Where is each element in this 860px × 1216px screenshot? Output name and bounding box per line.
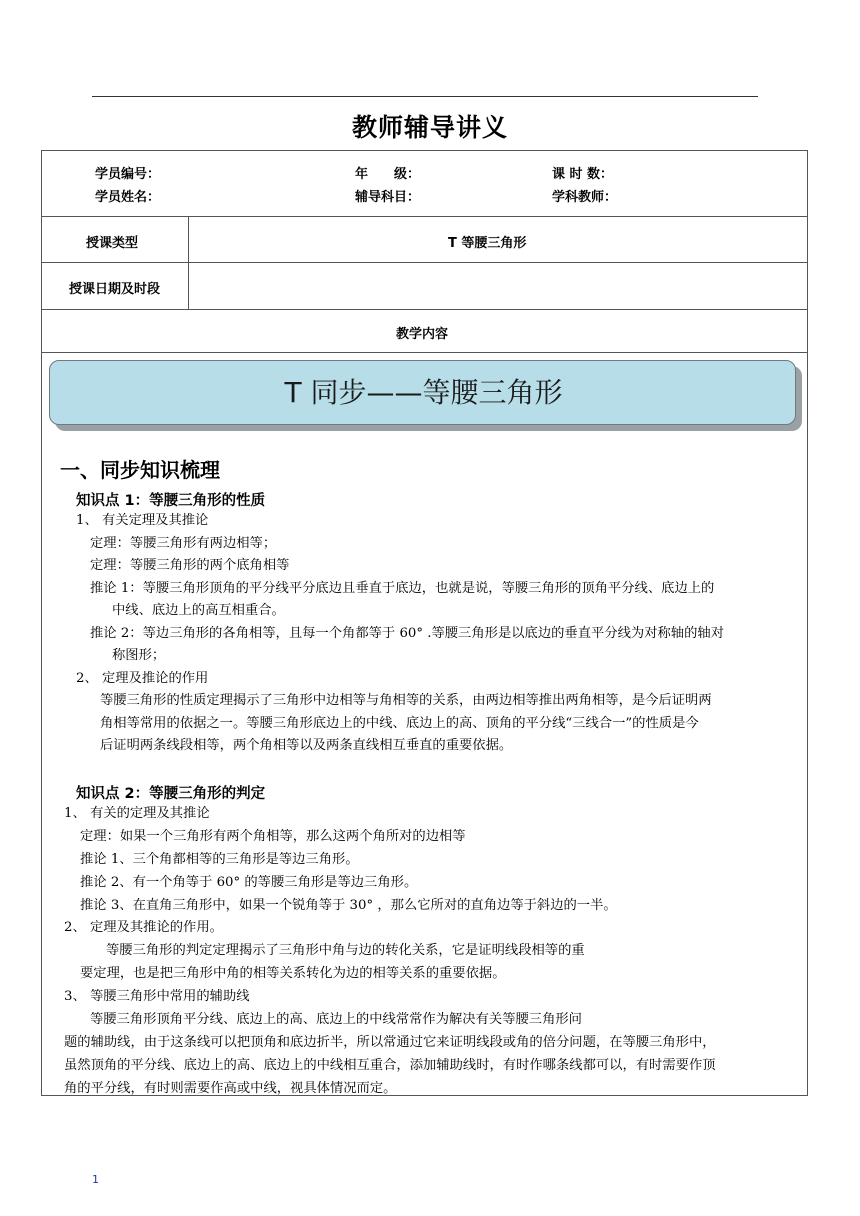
kp1-corollary-2-cont: 称图形；: [112, 648, 166, 663]
kp2-role-line-1: 等腰三角形的判定定理揭示了三角形中角与边的转化关系，它是证明线段相等的重: [106, 943, 585, 958]
kp1-corollary-2: 推论 2：等边三角形的各角相等，且每一个角都等于 60° .等腰三角形是以底边的垂直平分线为对称轴的轴对: [90, 626, 724, 641]
table-divider: [41, 216, 808, 217]
table-divider: [41, 352, 808, 353]
document-title: 教师辅导讲义: [351, 113, 508, 142]
content-label: 教学内容: [396, 327, 449, 342]
grade-label: 年 级：: [355, 167, 421, 182]
lesson-type-label: 授课类型: [86, 236, 139, 251]
subject-label: 辅导科目：: [355, 190, 421, 205]
kp2-aux-line-2: 题的辅助线，由于这条线可以把顶角和底边折半，所以常通过它来证明线段或角的倍分问题，在等腰三角形中，: [64, 1035, 716, 1050]
kp2-item-3: 3、 等腰三角形中常用的辅助线: [64, 989, 250, 1004]
kp2-item-1: 1、 有关的定理及其推论: [64, 806, 210, 821]
kp2-item-2: 2、 定理及其推论的作用。: [64, 920, 223, 935]
kp1-role-line-1: 等腰三角形的性质定理揭示了三角形中边相等与角相等的关系，由两边相等推出两角相等，是今后证明两: [100, 693, 712, 708]
date-label: 授课日期及时段: [69, 282, 161, 297]
kp1-role-line-2: 角相等常用的依据之一。等腰三角形底边上的中线、底边上的高、顶角的平分线“三线合一”的性质是今: [100, 716, 699, 731]
kp2-corollary-1: 推论 1、三个角都相等的三角形是等边三角形。: [80, 852, 359, 867]
knowledge-point-2-title: 知识点 2：等腰三角形的判定: [76, 786, 266, 802]
student-id-label: 学员编号：: [95, 167, 161, 182]
kp2-role-line-2: 要定理，也是把三角形中角的相等关系转化为边的相等关系的重要依据。: [80, 966, 506, 981]
table-column-divider: [188, 216, 189, 309]
knowledge-point-1-title: 知识点 1：等腰三角形的性质: [76, 493, 266, 509]
kp2-corollary-3: 推论 3、在直角三角形中，如果一个锐角等于 30° ，那么它所对的直角边等于斜边的一半。: [80, 898, 617, 913]
student-name-label: 学员姓名：: [95, 190, 161, 205]
kp1-corollary-1-cont: 中线、底边上的高互相重合。: [112, 603, 285, 618]
kp1-theorem-1: 定理：等腰三角形有两边相等；: [90, 536, 277, 551]
lesson-type-value: T 等腰三角形: [448, 236, 527, 251]
page-number: 1: [92, 1173, 99, 1186]
topic-banner: [49, 360, 796, 425]
kp2-aux-line-4: 角的平分线，有时则需要作高或中线，视具体情况而定。: [64, 1081, 397, 1096]
section-heading: 一、同步知识梳理: [60, 458, 220, 482]
kp2-aux-line-1: 等腰三角形顶角平分线、底边上的高、底边上的中线常常作为解决有关等腰三角形问: [90, 1012, 582, 1027]
kp2-corollary-2: 推论 2、有一个角等于 60° 的等腰三角形是等边三角形。: [80, 875, 418, 890]
kp2-theorem: 定理：如果一个三角形有两个角相等，那么这两个角所对的边相等: [80, 829, 466, 844]
kp2-aux-line-3: 虽然顶角的平分线、底边上的高、底边上的中线相互重合，添加辅助线时，有时作哪条线都可以，有时需要作顶: [64, 1058, 716, 1073]
teacher-label: 学科教师：: [552, 190, 618, 205]
lesson-count-label: 课 时 数：: [552, 167, 614, 182]
table-divider: [41, 262, 808, 263]
header-rule: [92, 96, 758, 97]
kp1-role-line-3: 后证明两条线段相等，两个角相等以及两条直线相互垂直的重要依据。: [100, 738, 513, 753]
kp1-corollary-1: 推论 1：等腰三角形顶角的平分线平分底边且垂直于底边，也就是说，等腰三角形的顶角平分线、底边上的: [90, 581, 715, 596]
kp1-theorem-2: 定理：等腰三角形的两个底角相等: [90, 558, 290, 573]
kp1-item-1: 1、 有关定理及其推论: [76, 513, 209, 528]
kp1-item-2: 2、 定理及推论的作用: [76, 671, 209, 686]
table-divider: [41, 309, 808, 310]
banner-title: T 同步——等腰三角形: [284, 376, 563, 409]
